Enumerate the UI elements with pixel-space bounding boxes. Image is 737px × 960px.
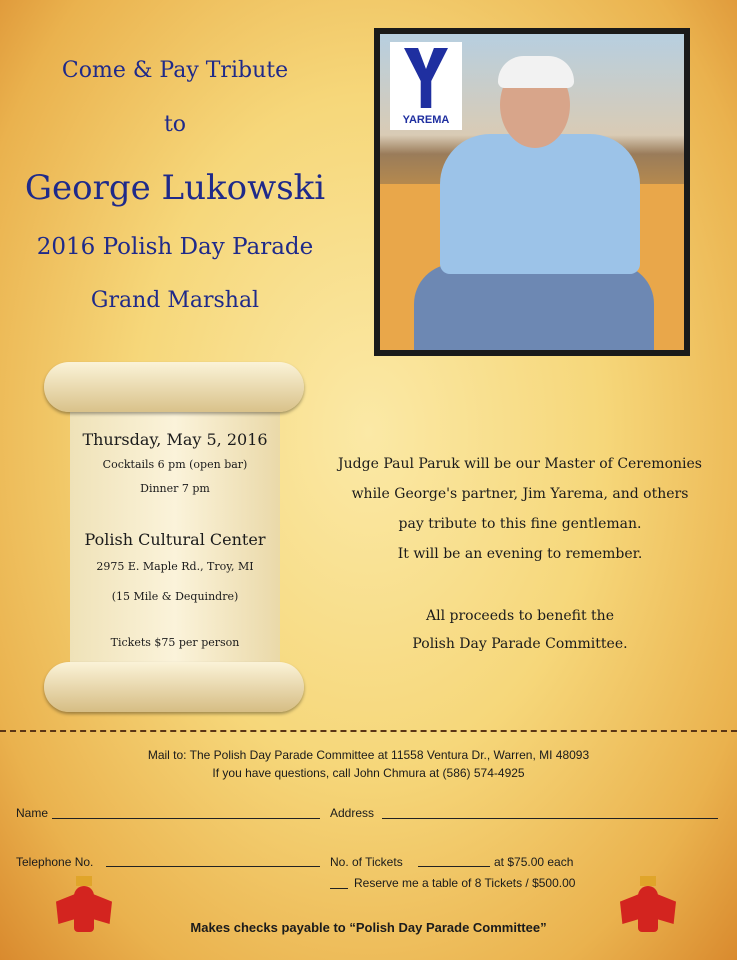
questions-contact-text: If you have questions, call John Chmura at (586) 574-4925 — [212, 766, 525, 780]
mail-to-text: Mail to: The Polish Day Parade Committee at 11558 Ventura Dr., Warren, MI 48093 — [147, 748, 590, 762]
event-address: 2975 E. Maple Rd., Troy, MI — [96, 560, 254, 573]
scroll-bottom-roll — [44, 662, 304, 712]
headline-come-pay-tribute: Come & Pay Tribute — [61, 58, 289, 83]
ticket-price-text: at $75.00 each — [494, 855, 574, 869]
photo-shirt — [440, 134, 640, 274]
event-cocktails: Cocktails 6 pm (open bar) — [102, 458, 248, 471]
event-ticket-price: Tickets $75 per person — [110, 636, 240, 649]
honoree-photo-frame — [374, 28, 690, 356]
yarema-logo-text: YAREMA — [402, 114, 450, 126]
yarema-logo — [390, 42, 462, 130]
message-line-4: It will be an evening to remember. — [397, 546, 643, 562]
event-date: Thursday, May 5, 2016 — [82, 430, 268, 449]
address-label: Address — [330, 806, 375, 820]
name-field[interactable] — [52, 818, 320, 819]
honoree-name: George Lukowski — [24, 168, 326, 208]
telephone-label: Telephone No. — [16, 855, 94, 869]
event-cross-streets: (15 Mile & Dequindre) — [111, 590, 239, 603]
proceeds-line-2: Polish Day Parade Committee. — [412, 636, 628, 652]
name-label: Name — [16, 806, 49, 820]
photo-hair — [498, 56, 574, 88]
cut-line-divider — [0, 730, 737, 732]
honoree-photo — [380, 34, 684, 350]
tickets-label: No. of Tickets — [330, 855, 403, 869]
tickets-quantity-field[interactable] — [418, 866, 490, 867]
payable-to-text: Makes checks payable to “Polish Day Parade Committee” — [190, 920, 547, 935]
event-venue: Polish Cultural Center — [84, 530, 266, 549]
yarema-y-icon — [404, 48, 448, 108]
message-line-1: Judge Paul Paruk will be our Master of Ceremonies — [338, 456, 702, 472]
table-reserve-label: Reserve me a table of 8 Tickets / $500.00 — [354, 876, 576, 890]
message-line-2: while George's partner, Jim Yarema, and others — [351, 486, 689, 502]
telephone-field[interactable] — [106, 866, 320, 867]
table-reserve-checkbox[interactable] — [330, 888, 348, 889]
photo-pants — [414, 264, 654, 350]
event-title: 2016 Polish Day Parade — [36, 234, 314, 260]
honoree-role: Grand Marshal — [90, 288, 260, 313]
event-dinner: Dinner 7 pm — [140, 482, 210, 495]
address-field[interactable] — [382, 818, 718, 819]
scroll-top-roll — [44, 362, 304, 412]
headline-to: to — [163, 112, 187, 137]
proceeds-line-1: All proceeds to benefit the — [425, 608, 614, 624]
message-line-3: pay tribute to this fine gentleman. — [398, 516, 642, 532]
